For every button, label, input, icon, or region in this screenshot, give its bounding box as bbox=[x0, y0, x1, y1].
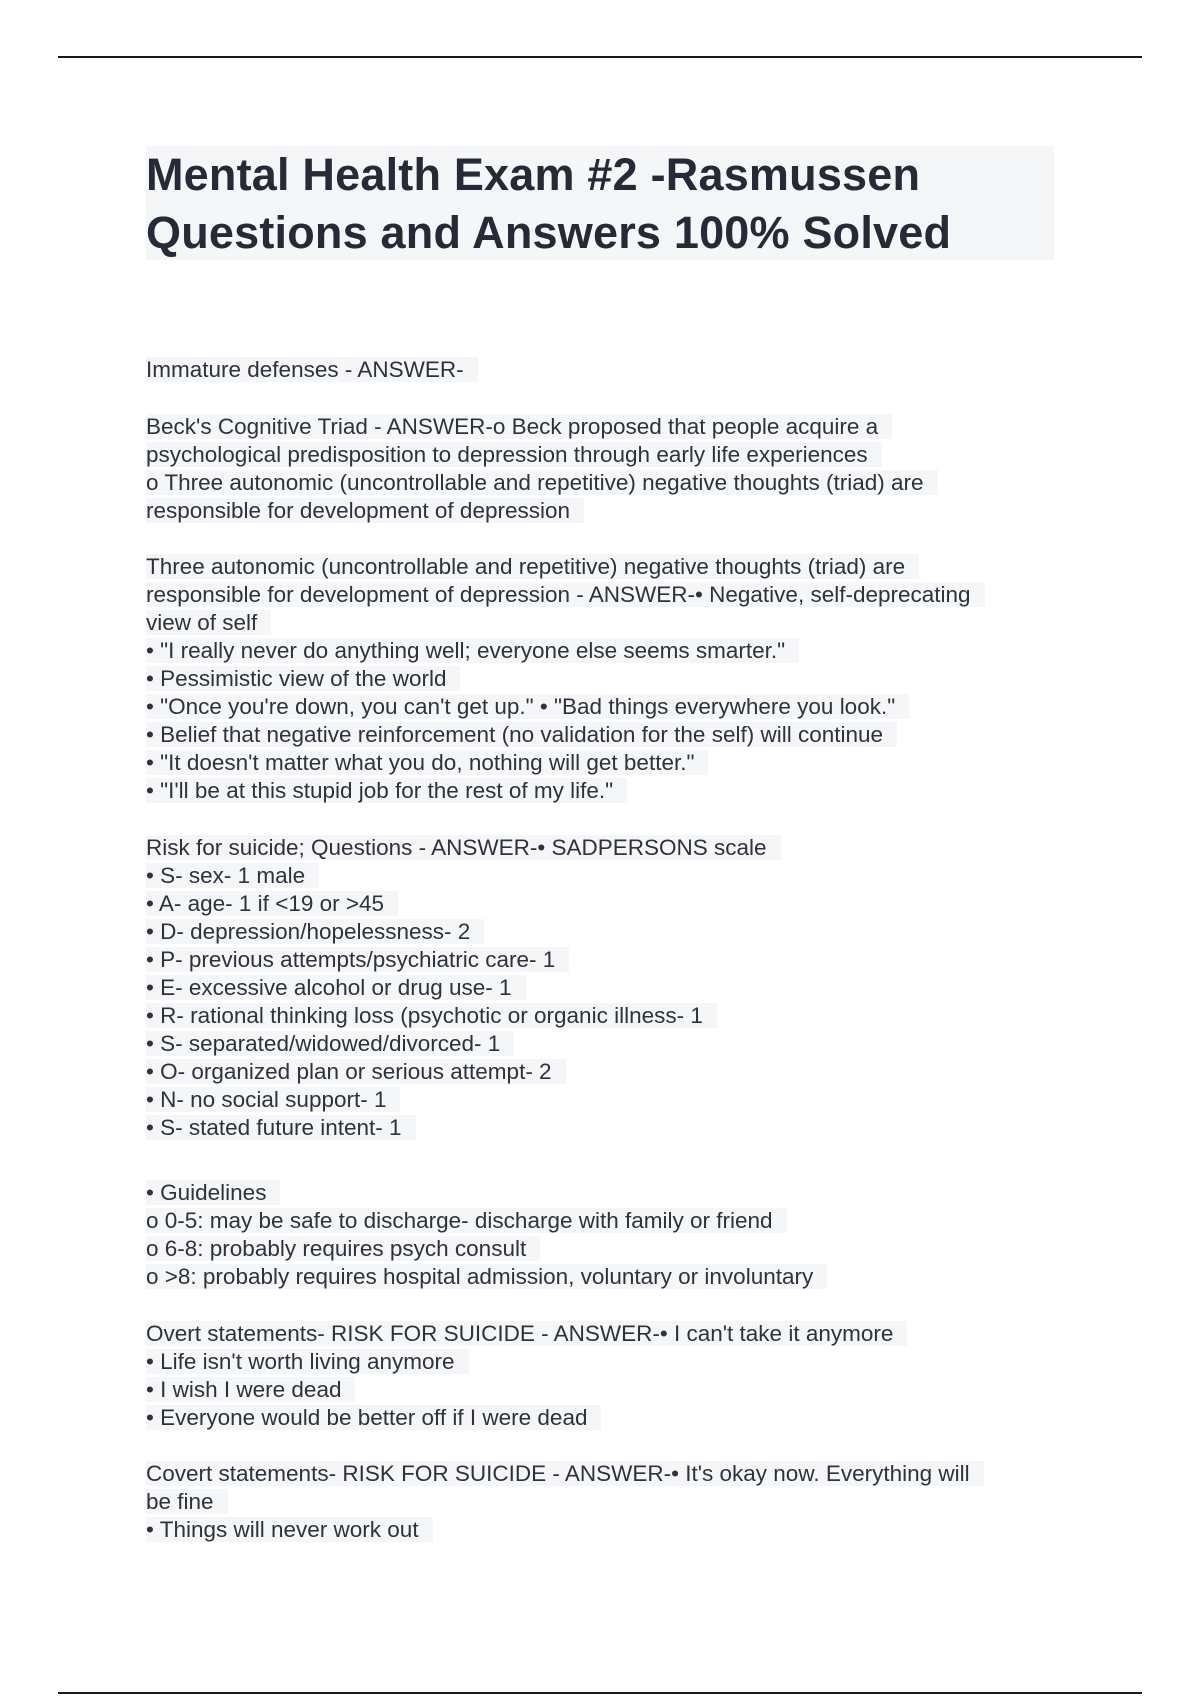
qa-line-text: • "Once you're down, you can't get up." • "Bad things everywhere you look." bbox=[146, 694, 909, 719]
qa-line-text: view of self bbox=[146, 610, 271, 635]
qa-line bbox=[146, 553, 985, 581]
qa-line bbox=[146, 918, 781, 946]
qa-line bbox=[146, 1488, 984, 1516]
qa-line bbox=[146, 1235, 827, 1263]
title-line-1: Mental Health Exam #2 -Rasmussen bbox=[146, 149, 921, 200]
title-line-2: Questions and Answers 100% Solved bbox=[146, 207, 952, 258]
qa-line-text: responsible for development of depression - ANSWER-• Negative, self-deprecating bbox=[146, 582, 985, 607]
qa-line bbox=[146, 1263, 827, 1291]
qa-line bbox=[146, 721, 985, 749]
qa-line bbox=[146, 1002, 781, 1030]
qa-line bbox=[146, 413, 938, 441]
qa-line bbox=[146, 609, 985, 637]
qa-line bbox=[146, 1516, 984, 1544]
qa-block bbox=[146, 413, 938, 525]
qa-line-text: • S- sex- 1 male bbox=[146, 863, 319, 888]
qa-block bbox=[146, 834, 781, 1142]
qa-block bbox=[146, 553, 985, 805]
qa-line-text: Risk for suicide; Questions - ANSWER-• SADPERSONS scale bbox=[146, 835, 781, 860]
qa-block bbox=[146, 1179, 827, 1291]
qa-line-text: • Everyone would be better off if I were dead bbox=[146, 1405, 601, 1430]
qa-line-text: • R- rational thinking loss (psychotic or organic illness- 1 bbox=[146, 1003, 717, 1028]
qa-line-text: o Three autonomic (uncontrollable and repetitive) negative thoughts (triad) are bbox=[146, 470, 938, 495]
qa-line bbox=[146, 890, 781, 918]
qa-line-text: o >8: probably requires hospital admission, voluntary or involuntary bbox=[146, 1264, 827, 1289]
qa-line bbox=[146, 497, 938, 525]
qa-line-text: Overt statements- RISK FOR SUICIDE - ANSWER-• I can't take it anymore bbox=[146, 1321, 907, 1346]
qa-line bbox=[146, 777, 985, 805]
qa-line bbox=[146, 693, 985, 721]
qa-line bbox=[146, 1086, 781, 1114]
qa-line bbox=[146, 1348, 907, 1376]
qa-line-text: • I wish I were dead bbox=[146, 1377, 355, 1402]
qa-line-text: • P- previous attempts/psychiatric care- 1 bbox=[146, 947, 569, 972]
qa-line bbox=[146, 1114, 781, 1142]
qa-line bbox=[146, 665, 985, 693]
qa-block bbox=[146, 1320, 907, 1432]
qa-line bbox=[146, 356, 478, 384]
qa-line bbox=[146, 1460, 984, 1488]
qa-line-text: Covert statements- RISK FOR SUICIDE - ANSWER-• It's okay now. Everything will bbox=[146, 1461, 984, 1486]
qa-line-text: • A- age- 1 if <19 or >45 bbox=[146, 891, 398, 916]
qa-line-text: Beck's Cognitive Triad - ANSWER-o Beck proposed that people acquire a bbox=[146, 414, 892, 439]
qa-line bbox=[146, 1207, 827, 1235]
qa-block bbox=[146, 1460, 984, 1544]
qa-line-text: • "I really never do anything well; everyone else seems smarter." bbox=[146, 638, 799, 663]
qa-line-text: be fine bbox=[146, 1489, 228, 1514]
qa-line bbox=[146, 469, 938, 497]
qa-line-text: o 6-8: probably requires psych consult bbox=[146, 1236, 540, 1261]
qa-line-text: o 0-5: may be safe to discharge- discharge with family or friend bbox=[146, 1208, 787, 1233]
qa-line-text: responsible for development of depression bbox=[146, 498, 584, 523]
qa-line-text: Three autonomic (uncontrollable and repetitive) negative thoughts (triad) are bbox=[146, 554, 919, 579]
qa-line bbox=[146, 1376, 907, 1404]
qa-line-text: • O- organized plan or serious attempt- 2 bbox=[146, 1059, 566, 1084]
qa-line bbox=[146, 637, 985, 665]
qa-line-text: • Things will never work out bbox=[146, 1517, 433, 1542]
qa-line-text: • E- excessive alcohol or drug use- 1 bbox=[146, 975, 526, 1000]
qa-line bbox=[146, 1404, 907, 1432]
qa-line bbox=[146, 749, 985, 777]
qa-line-text: • "I'll be at this stupid job for the rest of my life." bbox=[146, 778, 627, 803]
qa-line bbox=[146, 1058, 781, 1086]
qa-line-text: psychological predisposition to depression through early life experiences bbox=[146, 442, 882, 467]
bottom-rule bbox=[58, 1692, 1142, 1694]
qa-line bbox=[146, 834, 781, 862]
qa-line-text: • "It doesn't matter what you do, nothing will get better." bbox=[146, 750, 708, 775]
qa-line-text: • Pessimistic view of the world bbox=[146, 666, 460, 691]
qa-block bbox=[146, 356, 478, 384]
top-rule bbox=[58, 56, 1142, 58]
qa-line bbox=[146, 862, 781, 890]
qa-line bbox=[146, 1320, 907, 1348]
qa-line bbox=[146, 441, 938, 469]
qa-line bbox=[146, 581, 985, 609]
qa-line bbox=[146, 946, 781, 974]
qa-line-text: • D- depression/hopelessness- 2 bbox=[146, 919, 484, 944]
qa-line-text: Immature defenses - ANSWER- bbox=[146, 357, 478, 382]
document-title bbox=[146, 146, 1054, 260]
qa-line bbox=[146, 1179, 827, 1207]
qa-line-text: • Guidelines bbox=[146, 1180, 280, 1205]
qa-line-text: • Belief that negative reinforcement (no validation for the self) will continue bbox=[146, 722, 897, 747]
qa-line-text: • N- no social support- 1 bbox=[146, 1087, 400, 1112]
qa-line-text: • S- stated future intent- 1 bbox=[146, 1115, 416, 1140]
qa-line bbox=[146, 974, 781, 1002]
qa-line-text: • S- separated/widowed/divorced- 1 bbox=[146, 1031, 514, 1056]
qa-line bbox=[146, 1030, 781, 1058]
qa-line-text: • Life isn't worth living anymore bbox=[146, 1349, 469, 1374]
